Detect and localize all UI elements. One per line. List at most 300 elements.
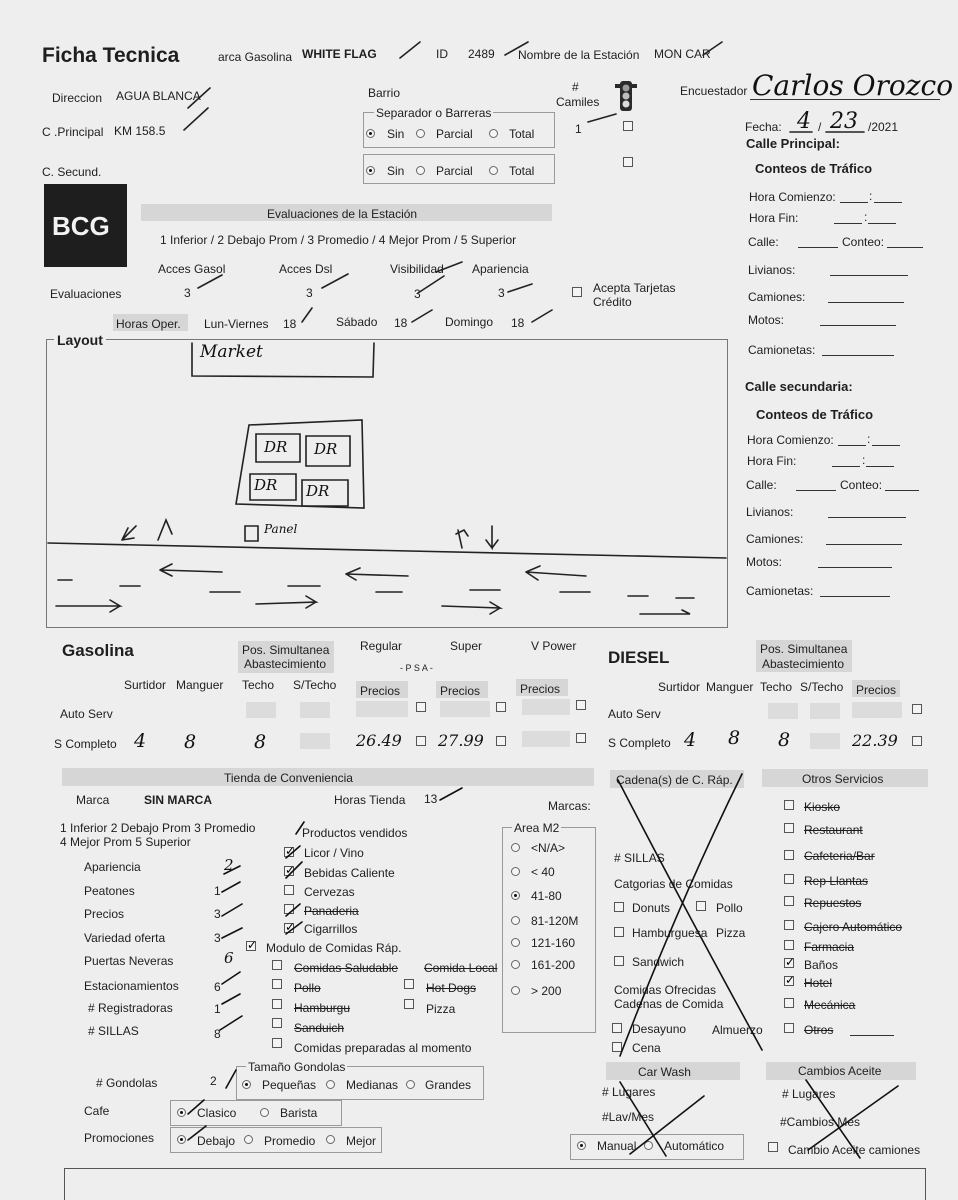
- restaurant-label: Restaurant: [804, 823, 863, 837]
- restaurant-checkbox[interactable]: [784, 823, 794, 833]
- hora-fin-colon-2: :: [862, 453, 866, 467]
- hora-fin-hh-1: [834, 222, 862, 224]
- peatones-value: 1: [214, 884, 221, 898]
- cadenas-pizza-label: Pizza: [716, 926, 746, 940]
- acepta-tarjetas-label-2: Crédito: [593, 295, 632, 309]
- pequenas-label: Pequeñas: [262, 1078, 317, 1092]
- tamano-label: Tamaño Gondolas: [248, 1060, 346, 1074]
- sanduich-checkbox[interactable]: [272, 1018, 282, 1028]
- encuestador-underline: [750, 98, 940, 100]
- hora-fin-label-1: Hora Fin:: [749, 211, 799, 225]
- grandes-label: Grandes: [425, 1078, 472, 1092]
- licor-checkbox[interactable]: [284, 847, 294, 857]
- otros-label: Otros: [804, 1023, 834, 1037]
- hotel-checkbox[interactable]: [784, 976, 794, 986]
- fecha-year: /2021: [868, 120, 899, 134]
- diesel-techo-label: Techo: [760, 680, 793, 694]
- calle-principal-label: Calle Principal:: [746, 136, 840, 151]
- fecha-month: 4: [797, 109, 811, 134]
- diesel-sc-stecho-field[interactable]: [810, 733, 840, 749]
- cigarrillos-label: Cigarrillos: [304, 922, 358, 936]
- area-option-5: 161-200: [531, 958, 576, 972]
- camiles-value: 1: [575, 122, 582, 136]
- hora-fin-label-2: Hora Fin:: [747, 454, 797, 468]
- bebidas-checkbox[interactable]: [284, 866, 294, 876]
- pequenas-radio[interactable]: [242, 1080, 251, 1089]
- registradoras-value: 1: [214, 1002, 221, 1016]
- super-auto-checkbox[interactable]: [496, 702, 506, 712]
- acepta-tarjetas-checkbox[interactable]: [572, 287, 582, 297]
- cigarrillos-checkbox[interactable]: [284, 923, 294, 933]
- manual-label: Manual: [597, 1139, 637, 1153]
- gondolas-value: 2: [210, 1074, 217, 1088]
- debajo-label: Debajo: [197, 1134, 236, 1148]
- area-option-radio-0[interactable]: [511, 843, 520, 852]
- conteo-label-1: Conteo:: [842, 235, 885, 249]
- car-wash-title: Car Wash: [638, 1065, 691, 1079]
- separador2-parcial-label: Parcial: [436, 164, 473, 178]
- diesel-sc-price: 22.39: [852, 731, 898, 750]
- cafe-label: Cafe: [84, 1104, 110, 1118]
- conteos-title-1: Conteos de Tráfico: [755, 161, 873, 176]
- nombre-estacion-label: Nombre de la Estación: [518, 48, 640, 62]
- calle-label-2: Calle:: [746, 478, 777, 492]
- hamburguesa-checkbox[interactable]: [272, 999, 282, 1009]
- apariencia-label: Apariencia: [84, 860, 141, 874]
- motos-field-2: [818, 566, 892, 568]
- calle-secundaria-label: Calle secundaria:: [745, 379, 853, 394]
- sketch-panel-text: Panel: [264, 522, 298, 536]
- otros-field: [850, 1034, 894, 1036]
- area-option-1: < 40: [531, 865, 555, 879]
- domingo-label: Domingo: [445, 315, 494, 329]
- apariencia-value: 2: [224, 856, 234, 874]
- super-label: Super: [450, 639, 483, 653]
- camionetas-field-2: [820, 595, 890, 597]
- estacionamientos-value: 6: [214, 980, 221, 994]
- cafeteria-checkbox[interactable]: [784, 850, 794, 860]
- variedad-value: 3: [214, 931, 221, 945]
- precios-value: 3: [214, 907, 221, 921]
- categorias-label: Catgorias de Comidas: [614, 877, 733, 891]
- conteos-title-2: Conteos de Tráfico: [756, 407, 874, 422]
- donuts-label: Donuts: [632, 901, 671, 915]
- gasolina-auto-stecho-field[interactable]: [300, 702, 330, 718]
- variedad-label: Variedad oferta: [84, 931, 166, 945]
- super-auto-price-field[interactable]: [440, 701, 490, 717]
- tienda-scale-2: 4 Mejor Prom 5 Superior: [60, 835, 191, 849]
- conteo-field-1: [887, 246, 923, 248]
- separador1-total-label: Total: [509, 127, 535, 141]
- puertas-value: 6: [224, 949, 234, 967]
- gasolina-s-techo-label: S/Techo: [293, 678, 337, 692]
- cadenas-sillas-label: # SILLAS: [614, 851, 665, 865]
- apariencia-value: 3: [498, 286, 505, 300]
- pizza-checkbox[interactable]: [404, 999, 414, 1009]
- hora-comienzo-hh-2: [838, 444, 866, 446]
- area-option-radio-6[interactable]: [511, 986, 520, 995]
- diesel-auto-serv-label: Auto Serv: [608, 707, 661, 721]
- banos-checkbox[interactable]: [784, 958, 794, 968]
- calle-field-2: [796, 489, 836, 491]
- almuerzo-label: Almuerzo: [712, 1023, 763, 1037]
- acces-gasol-value: 3: [184, 286, 191, 300]
- acces-gasol-label: Acces Gasol: [158, 262, 226, 276]
- acces-dsl-value: 3: [306, 286, 313, 300]
- mecanica-label: Mecánica: [804, 998, 856, 1012]
- regular-label: Regular: [360, 639, 403, 653]
- marcas-label: Marcas:: [548, 799, 591, 813]
- hora-comienzo-label-1: Hora Comienzo:: [749, 190, 836, 204]
- bcg-logo: [44, 184, 127, 267]
- conteo-label-2: Conteo:: [840, 478, 883, 492]
- gasolina-sc-manguer: 8: [184, 731, 197, 753]
- camiles-hash: #: [572, 80, 579, 94]
- super-sc-checkbox[interactable]: [496, 736, 506, 746]
- sillas-value: 8: [214, 1027, 221, 1041]
- area-option-radio-1[interactable]: [511, 867, 520, 876]
- debajo-radio[interactable]: [177, 1135, 186, 1144]
- lun-viernes-label: Lun-Viernes: [204, 317, 269, 331]
- mejor-label: Mejor: [346, 1134, 377, 1148]
- gasolina-manguer-label: Manguer: [176, 678, 224, 692]
- cadenas-hamburguesa-checkbox[interactable]: [614, 927, 624, 937]
- hora-fin-colon-1: :: [864, 210, 868, 224]
- diesel-sc-manguer: 8: [728, 727, 741, 749]
- livianos-field-1: [830, 274, 908, 276]
- separador2-sin-radio[interactable]: [366, 166, 375, 175]
- area-option-radio-3[interactable]: [511, 916, 520, 925]
- c-secund-label: C. Secund.: [42, 165, 102, 179]
- horas-tienda-label: Horas Tienda: [334, 793, 406, 807]
- acces-dsl-label: Acces Dsl: [279, 262, 333, 276]
- camiones-field-1: [828, 301, 904, 303]
- cafeteria-label: Cafeteria/Bar: [804, 849, 875, 863]
- sketch-pump-3: DR: [254, 476, 278, 494]
- horas-oper-label: Horas Oper.: [116, 317, 181, 331]
- diesel-s-techo-label: S/Techo: [800, 680, 844, 694]
- vpower-auto-price-field[interactable]: [522, 699, 570, 715]
- camiles-label: Camiles: [556, 95, 600, 109]
- hora-comienzo-mm-2: [872, 444, 900, 446]
- comidas-preparadas-checkbox[interactable]: [272, 1038, 282, 1048]
- automatico-radio[interactable]: [644, 1141, 653, 1150]
- diesel-sc-techo: 8: [778, 729, 791, 751]
- bebidas-label: Bebidas Caliente: [304, 866, 395, 880]
- cervezas-checkbox[interactable]: [284, 885, 294, 895]
- camionetas-label-2: Camionetas:: [746, 584, 814, 598]
- area-m2-label: Area M2: [514, 821, 560, 835]
- hora-comienzo-hh-1: [840, 201, 868, 203]
- conteo-field-2: [885, 489, 919, 491]
- layout-sketch-box: [46, 339, 728, 628]
- peatones-label: Peatones: [84, 884, 135, 898]
- otros-title: Otros Servicios: [802, 772, 884, 786]
- donuts-checkbox[interactable]: [614, 902, 624, 912]
- traffic-light-icon: [613, 80, 639, 112]
- cambios-camiones-label: Cambio Aceite camiones: [788, 1143, 921, 1157]
- sketch-pump-2: DR: [314, 440, 338, 458]
- separador2-total-radio[interactable]: [489, 166, 498, 175]
- sabado-label: Sábado: [336, 315, 378, 329]
- gasolina-auto-techo-field[interactable]: [246, 702, 276, 718]
- diesel-pos-simultanea-2: Abastecimiento: [762, 657, 845, 671]
- sandwich-label: Sandwich: [632, 955, 685, 969]
- sillas-label: # SILLAS: [88, 1024, 139, 1038]
- calle-label-1: Calle:: [748, 235, 779, 249]
- hora-fin-hh-2: [832, 465, 860, 467]
- form-title: Ficha Tecnica: [42, 44, 180, 67]
- c-principal-label: C .Principal: [42, 125, 104, 139]
- area-option-2: 41-80: [531, 889, 562, 903]
- lun-viernes-value: 18: [283, 317, 297, 331]
- grandes-radio[interactable]: [406, 1080, 415, 1089]
- kiosko-checkbox[interactable]: [784, 800, 794, 810]
- barrio-label: Barrio: [368, 86, 401, 100]
- domingo-value: 18: [511, 316, 525, 330]
- cambios-mes-label: #Cambios Mes: [780, 1115, 861, 1129]
- rep-llantas-checkbox[interactable]: [784, 874, 794, 884]
- c-principal-value: KM 158.5: [114, 124, 166, 138]
- evaluaciones-scale: 1 Inferior / 2 Debajo Prom / 3 Promedio / 4 Mejor Prom / 5 Superior: [160, 233, 517, 247]
- comidas-preparadas-label: Comidas preparadas al momento: [294, 1041, 472, 1055]
- gasolina-sc-surtidor: 4: [134, 730, 147, 752]
- area-option-4: 121-160: [531, 936, 576, 950]
- cadenas-title: Cadena(s) de C. Ráp.: [616, 773, 733, 787]
- modulo-label: Modulo de Comidas Ráp.: [266, 941, 402, 955]
- hamburguesa-label: Hamburgu: [294, 1001, 351, 1015]
- gasolina-auto-serv-label: Auto Serv: [60, 707, 113, 721]
- encuestador-label: Encuestador: [680, 84, 748, 98]
- desayuno-label: Desayuno: [632, 1022, 687, 1036]
- cadenas-pollo-checkbox[interactable]: [696, 901, 706, 911]
- hora-comienzo-mm-1: [874, 201, 902, 203]
- camiones-label-1: Camiones:: [748, 290, 806, 304]
- mejor-radio[interactable]: [326, 1135, 335, 1144]
- pizza-label: Pizza: [426, 1002, 456, 1016]
- separador1-parcial-radio[interactable]: [416, 129, 425, 138]
- id-label: ID: [436, 47, 448, 61]
- sanduich-label: Sanduich: [294, 1021, 345, 1035]
- panaderia-checkbox[interactable]: [284, 904, 294, 914]
- separador1-total-radio[interactable]: [489, 129, 498, 138]
- gondolas-label: # Gondolas: [96, 1076, 158, 1090]
- vpower-sc-checkbox[interactable]: [576, 733, 586, 743]
- area-option-6: > 200: [531, 984, 562, 998]
- marca-gasolina-value: WHITE FLAG: [302, 47, 377, 61]
- diesel-auto-stecho-field[interactable]: [810, 703, 840, 719]
- hora-comienzo-colon-2: :: [867, 432, 871, 446]
- regular-auto-checkbox[interactable]: [416, 702, 426, 712]
- motos-label-2: Motos:: [746, 555, 783, 569]
- area-option-radio-4[interactable]: [511, 938, 520, 947]
- area-m2-group: [502, 827, 596, 1033]
- apariencia-label: Apariencia: [472, 262, 529, 276]
- direccion-value: AGUA BLANCA: [116, 89, 201, 103]
- regular-precios-label: Precios: [360, 684, 401, 698]
- regular-sc-checkbox[interactable]: [416, 736, 426, 746]
- barista-radio[interactable]: [260, 1108, 269, 1117]
- clasico-radio[interactable]: [177, 1108, 186, 1117]
- diesel-sc-surtidor: 4: [684, 729, 697, 751]
- diesel-auto-checkbox[interactable]: [912, 704, 922, 714]
- bcg-logo-text: BCG: [52, 211, 110, 241]
- puertas-label: Puertas Neveras: [84, 954, 174, 968]
- comidas-ofrecidas-1: Comidas Ofrecidas: [614, 983, 717, 997]
- diesel-auto-price-field[interactable]: [852, 702, 902, 718]
- promedio-radio[interactable]: [244, 1135, 253, 1144]
- cena-checkbox[interactable]: [612, 1042, 622, 1052]
- gasolina-s-completo-label: S Completo: [54, 737, 117, 751]
- area-option-radio-2[interactable]: [511, 891, 520, 900]
- layout-label: Layout: [54, 333, 106, 347]
- separador1-sin-label: Sin: [387, 127, 405, 141]
- visibilidad-label: Visibilidad: [390, 262, 444, 276]
- cadenas-hamburguesa-label: Hamburguesa: [632, 926, 708, 940]
- pollo-label: Pollo: [294, 981, 321, 995]
- otros-checkbox[interactable]: [784, 1023, 794, 1033]
- cajero-label: Cajero Automático: [804, 920, 903, 934]
- vpower-auto-checkbox[interactable]: [576, 700, 586, 710]
- diesel-auto-techo-field[interactable]: [768, 703, 798, 719]
- comida-local-label: Comida Local: [424, 961, 498, 975]
- camiles-checkbox-1[interactable]: [623, 121, 633, 131]
- tienda-marca-label: Marca: [76, 793, 110, 807]
- sabado-value: 18: [394, 316, 408, 330]
- diesel-title: DIESEL: [608, 648, 670, 667]
- hotel-label: Hotel: [804, 976, 833, 990]
- clasico-label: Clasico: [197, 1106, 237, 1120]
- comidas-saludable-label: Comidas Saludable: [294, 961, 399, 975]
- encuestador-value: Carlos Orozco: [752, 69, 954, 102]
- nombre-estacion-value: MON CAR: [654, 47, 711, 61]
- diesel-manguer-label: Manguer: [706, 680, 754, 694]
- cadenas-pollo-label: Pollo: [716, 901, 743, 915]
- fecha-label: Fecha:: [745, 120, 782, 134]
- promociones-label: Promociones: [84, 1131, 155, 1145]
- livianos-label-1: Livianos:: [748, 263, 796, 277]
- repuestos-checkbox[interactable]: [784, 896, 794, 906]
- cambios-lugares-label: # Lugares: [782, 1087, 836, 1101]
- marca-gasolina-label: arca Gasolina: [218, 50, 293, 64]
- psa-label: - P S A -: [400, 663, 433, 673]
- diesel-precios-label: Precios: [856, 683, 897, 697]
- separador1-sin-radio[interactable]: [366, 129, 375, 138]
- cena-label: Cena: [632, 1041, 661, 1055]
- gasolina-pos-simultanea-1: Pos. Simultanea: [242, 643, 330, 657]
- pollo-checkbox[interactable]: [272, 979, 282, 989]
- separador2-parcial-radio[interactable]: [416, 166, 425, 175]
- super-sc-price: 27.99: [438, 731, 484, 750]
- sketch-pump-4: DR: [306, 482, 330, 500]
- desayuno-checkbox[interactable]: [612, 1023, 622, 1033]
- farmacia-checkbox[interactable]: [784, 940, 794, 950]
- regular-auto-price-field[interactable]: [356, 701, 408, 717]
- tienda-title: Tienda de Conveniencia: [224, 771, 353, 785]
- area-option-radio-5[interactable]: [511, 960, 520, 969]
- sketch-market-text: Market: [200, 342, 263, 362]
- comidas-saludable-checkbox[interactable]: [272, 960, 282, 970]
- diesel-s-completo-label: S Completo: [608, 736, 671, 750]
- modulo-checkbox[interactable]: [246, 941, 256, 951]
- gasolina-surtidor-label: Surtidor: [124, 678, 167, 692]
- motos-label-1: Motos:: [748, 313, 785, 327]
- mecanica-checkbox[interactable]: [784, 998, 794, 1008]
- super-precios-label: Precios: [440, 684, 481, 698]
- evaluaciones-title: Evaluaciones de la Estación: [267, 207, 418, 221]
- direccion-label: Direccion: [52, 91, 103, 105]
- gasolina-sc-stecho-field[interactable]: [300, 733, 330, 749]
- camionetas-label-1: Camionetas:: [748, 343, 816, 357]
- gasolina-pos-simultanea-2: Abastecimiento: [244, 657, 327, 671]
- repuestos-label: Repuestos: [804, 896, 862, 910]
- manual-radio[interactable]: [577, 1141, 586, 1150]
- promedio-label: Promedio: [264, 1134, 316, 1148]
- separador-label: Separador o Barreras: [376, 106, 492, 120]
- licor-label: Licor / Vino: [304, 846, 364, 860]
- separador1-parcial-label: Parcial: [436, 127, 473, 141]
- comments-box[interactable]: [64, 1168, 926, 1200]
- farmacia-label: Farmacia: [804, 940, 855, 954]
- hot-dogs-checkbox[interactable]: [404, 979, 414, 989]
- gasolina-techo-label: Techo: [242, 678, 275, 692]
- acepta-tarjetas-label: Acepta Tarjetas: [593, 281, 676, 295]
- v-power-label: V Power: [531, 639, 577, 653]
- tienda-scale-1: 1 Inferior 2 Debajo Prom 3 Promedio: [60, 821, 256, 835]
- hora-comienzo-label-2: Hora Comienzo:: [747, 433, 834, 447]
- fecha-day: 23: [830, 109, 858, 134]
- diesel-sc-checkbox[interactable]: [912, 736, 922, 746]
- separador2-total-label: Total: [509, 164, 535, 178]
- horas-tienda-value: 13: [424, 792, 438, 806]
- diesel-surtidor-label: Surtidor: [658, 680, 701, 694]
- medianas-radio[interactable]: [326, 1080, 335, 1089]
- diesel-pos-simultanea-1: Pos. Simultanea: [760, 642, 848, 656]
- vpower-sc-price-field[interactable]: [522, 731, 570, 747]
- livianos-label-2: Livianos:: [746, 505, 794, 519]
- cervezas-label: Cervezas: [304, 885, 355, 899]
- gasolina-title: Gasolina: [62, 641, 134, 660]
- cambios-camiones-checkbox[interactable]: [768, 1142, 778, 1152]
- camiones-label-2: Camiones:: [746, 532, 804, 546]
- registradoras-label: # Registradoras: [88, 1001, 173, 1015]
- motos-field-1: [820, 324, 896, 326]
- rep-llantas-label: Rep Llantas: [804, 874, 869, 888]
- visibilidad-value: 3: [414, 287, 421, 301]
- hora-fin-mm-1: [868, 222, 896, 224]
- hot-dogs-label: Hot Dogs: [426, 981, 477, 995]
- area-option-0: <N/A>: [531, 841, 566, 855]
- estacionamientos-label: Estacionamientos: [84, 979, 179, 993]
- fecha-slash: /: [818, 120, 822, 134]
- car-wash-lav-mes-label: #Lav/Mes: [602, 1110, 655, 1124]
- camiles-checkbox-2[interactable]: [623, 157, 633, 167]
- cambios-aceite-title: Cambios Aceite: [798, 1064, 882, 1078]
- sketch-pump-1: DR: [264, 438, 288, 456]
- regular-sc-price: 26.49: [356, 731, 402, 750]
- comidas-ofrecidas-2: Cadenas de Comida: [614, 997, 724, 1011]
- gasolina-sc-techo: 8: [254, 731, 267, 753]
- cajero-checkbox[interactable]: [784, 920, 794, 930]
- medianas-label: Medianas: [346, 1078, 399, 1092]
- sandwich-checkbox[interactable]: [614, 956, 624, 966]
- tienda-marca-value: SIN MARCA: [144, 793, 212, 807]
- calle-field-1: [798, 246, 838, 248]
- evaluaciones-row-label: Evaluaciones: [50, 287, 122, 301]
- automatico-label: Automático: [664, 1139, 725, 1153]
- camiones-field-2: [826, 543, 902, 545]
- id-value: 2489: [468, 47, 495, 61]
